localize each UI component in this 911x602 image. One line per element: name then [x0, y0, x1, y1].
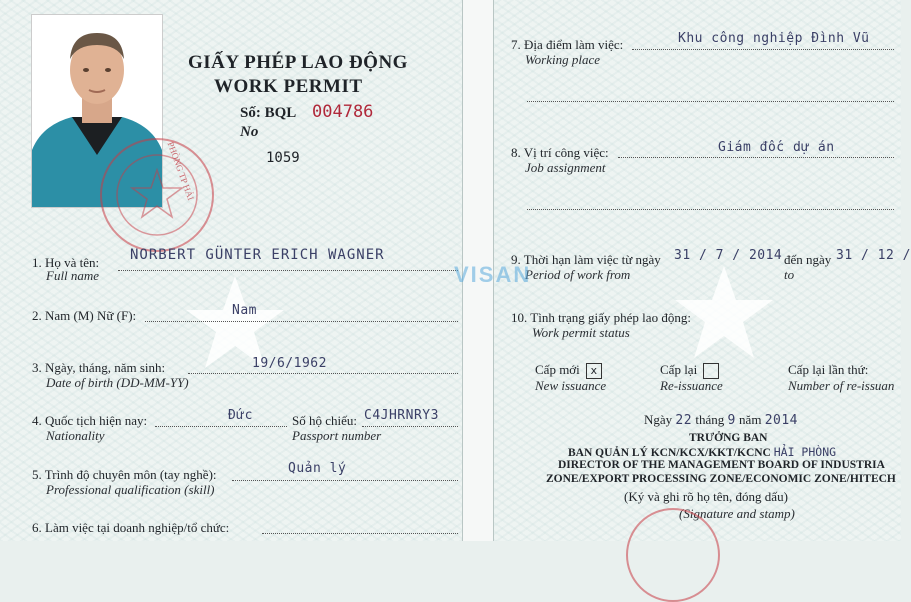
full-name-label-en: Full name [46, 268, 100, 283]
job-label-en: Job assignment [525, 160, 606, 175]
working-place-dots [632, 49, 894, 50]
working-place-dots-2 [527, 101, 894, 102]
working-place-label-en: Working place [525, 52, 600, 67]
gender-label: 2. Nam (M) Nữ (F): [32, 308, 137, 323]
qualification-label: 5. Trình độ chuyên môn (tay nghề): [32, 467, 217, 482]
employer-label: 6. Làm việc tại doanh nghiệp/tổ chức: [32, 520, 230, 535]
title-vn: GIẤY PHÉP LAO ĐỘNG [188, 52, 408, 73]
visan-watermark: VISAN [454, 262, 532, 287]
qualification-value: Quản lý [288, 461, 347, 476]
board-en-2: ZONE/EXPORT PROCESSING ZONE/ECONOMIC ZONE/HITECH [546, 473, 896, 485]
period-label-en: Period of work from [525, 267, 631, 282]
period-to-value: 31 / 12 / [836, 248, 911, 263]
permit-number: 1059 [266, 150, 300, 166]
period-to-label: đến ngày [784, 252, 832, 267]
nationality-value: Đức [228, 408, 253, 423]
qualification-label-en: Professional qualification (skill) [46, 482, 215, 497]
passport-label: Số hộ chiếu: [292, 413, 357, 428]
no-label: No [240, 124, 259, 140]
reissue-times-label-en: Number of re-issuan [788, 378, 895, 393]
right-page [454, 0, 911, 541]
status-label-en: Work permit status [532, 325, 630, 340]
period-from-value: 31 / 7 / 2014 [674, 248, 783, 263]
qualification-dots [232, 480, 458, 481]
gender-value: Nam [232, 303, 257, 318]
date-ngay: Ngày [644, 412, 673, 427]
board-vn-text: BAN QUẢN LÝ KCN/KCX/KKT/KCNC [568, 447, 771, 459]
board-city: HẢI PHÒNG [773, 445, 837, 459]
reissuance-label [660, 362, 719, 379]
dob-dots [188, 373, 458, 374]
board-vn [568, 445, 836, 459]
reissuance-label-en: Re-issuance [660, 378, 723, 393]
job-label: 8. Vị trí công việc: [511, 145, 609, 160]
head-title: TRƯỞNG BAN [689, 432, 768, 444]
status-label: 10. Tình trạng giấy phép lao động: [511, 310, 691, 325]
sign-note-vn: (Ký và ghi rõ họ tên, đóng dấu) [624, 489, 788, 504]
dob-label: 3. Ngày, tháng, năm sinh: [32, 360, 166, 375]
serial-label: Số: BQL [240, 105, 297, 121]
date-thang: tháng [695, 412, 725, 427]
date-month: 9 [727, 413, 736, 428]
new-issuance-text: Cấp mới [535, 362, 580, 377]
new-issuance-label-en: New issuance [535, 378, 607, 393]
reissue-times-label: Cấp lại lần thứ: [788, 362, 869, 377]
period-label: 9. Thời hạn làm việc từ ngày [511, 252, 661, 267]
reissuance-text: Cấp lại [660, 362, 698, 377]
nationality-dots [155, 426, 287, 427]
working-place-label: 7. Địa điểm làm việc: [511, 37, 624, 52]
issue-date-line [644, 412, 798, 428]
period-to-label-en: to [784, 267, 795, 282]
job-dots [618, 157, 894, 158]
dob-value: 19/6/1962 [252, 356, 327, 371]
left-page [0, 0, 463, 541]
gender-dots [145, 321, 458, 322]
new-issuance-label [535, 362, 602, 379]
passport-dots [362, 426, 458, 427]
full-name-value: NORBERT GÜNTER ERICH WAGNER [130, 247, 385, 263]
reissuance-checkbox[interactable] [703, 363, 719, 379]
date-year: 2014 [764, 413, 798, 428]
full-name-dots [118, 270, 458, 271]
full-name-label: 1. Họ và tên: [32, 255, 100, 270]
new-issuance-checkbox[interactable]: x [586, 363, 602, 379]
stamp-text: PHÒNG TP HẢI [165, 140, 196, 202]
nationality-label-en: Nationality [46, 428, 105, 443]
title-en: WORK PERMIT [214, 76, 363, 97]
board-en-1: DIRECTOR OF THE MANAGEMENT BOARD OF INDUSTRIA [558, 459, 885, 471]
date-nam: năm [739, 412, 762, 427]
nationality-label: 4. Quốc tịch hiện nay: [32, 413, 148, 428]
passport-value: C4JHRNRY3 [364, 408, 439, 423]
red-stamp-left [100, 138, 214, 252]
working-place-value: Khu công nghiệp Đình Vũ [678, 31, 870, 46]
employer-dots [262, 533, 458, 534]
passport-label-en: Passport number [292, 428, 382, 443]
serial-number: 004786 [312, 102, 374, 122]
job-value: Giám đốc dự án [718, 140, 835, 155]
sign-note-en: (Signature and stamp) [679, 506, 795, 521]
dob-label-en: Date of birth (DD-MM-YY) [46, 375, 189, 390]
red-stamp-right [626, 508, 720, 602]
job-dots-2 [527, 209, 894, 210]
date-day: 22 [675, 413, 693, 428]
